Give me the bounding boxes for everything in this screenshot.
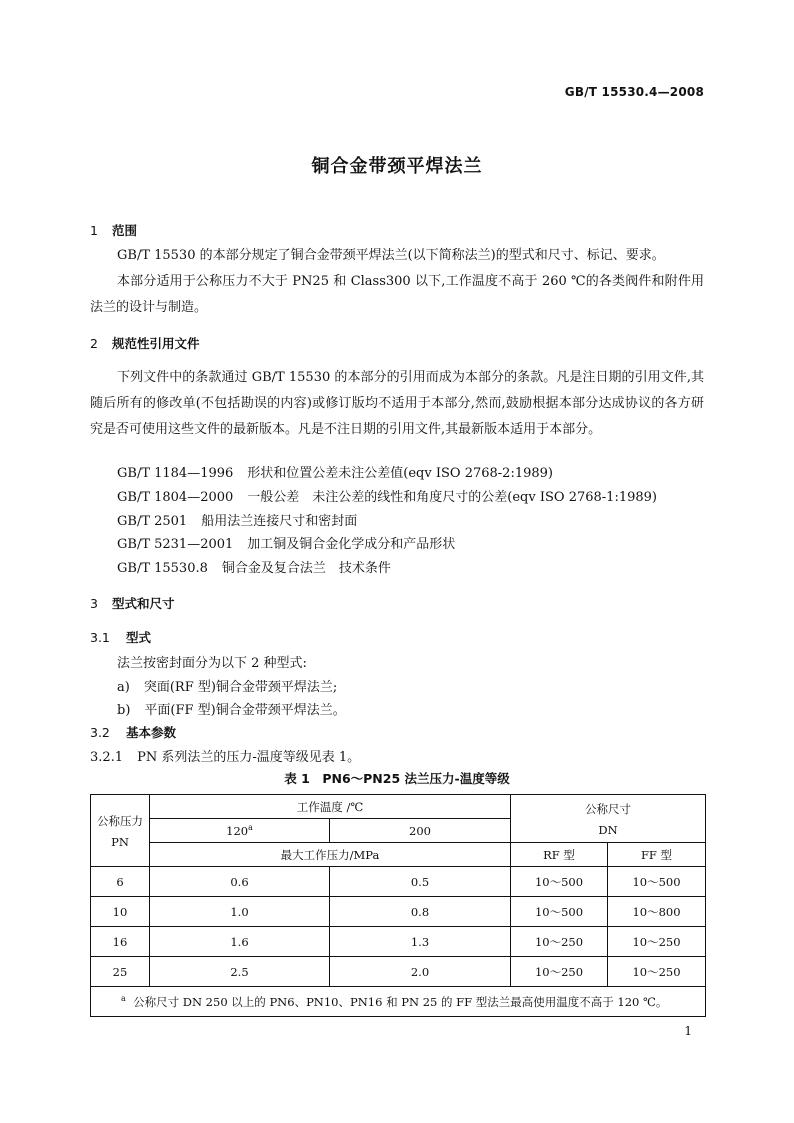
reference-title: 船用法兰连接尺寸和密封面 [201, 514, 358, 529]
reference-title: 一般公差 未注公差的线性和角度尺寸的公差(eqv ISO 2768-1:1989) [247, 490, 657, 505]
header-nominal-size [511, 795, 706, 843]
cell-p120: 0.6 [150, 867, 330, 897]
cell-ff: 10～250 [608, 957, 706, 987]
header-ff-type: FF 型 [608, 843, 706, 867]
list-text: 平面(FF 型)铜合金带颈平焊法兰。 [144, 703, 346, 718]
header-temp-120 [150, 819, 330, 843]
cell-ff: 10～800 [608, 897, 706, 927]
header-label: 120 [226, 823, 249, 838]
page-number: 1 [684, 1024, 692, 1038]
table-footnote [91, 987, 706, 1017]
table-row [91, 897, 706, 927]
section-number: 3.1 [90, 630, 110, 645]
section-title: 基本参数 [126, 725, 177, 740]
list-item [117, 699, 346, 718]
header-label: 公称压力 [97, 813, 143, 828]
table-caption: 表 1 PN6～PN25 法兰压力-温度等级 [284, 771, 510, 786]
paragraph: 下列文件中的条款通过 GB/T 15530 的本部分的引用而成为本部分的条款。凡是注日期的引用文件,其随后所有的修改单(不包括勘误的内容)或修订版均不适用于本部分,然而,鼓励根据本部分达成协议的各方研究是否可使用这些文件的最新版本。凡是不注日期的引用文件,其最新版本适用于本部分。 [90, 370, 704, 437]
cell-p120: 1.6 [150, 927, 330, 957]
cell-p120: 2.5 [150, 957, 330, 987]
section-3-heading [90, 594, 175, 612]
section-2-heading [90, 334, 200, 352]
cell-p200: 1.3 [330, 927, 511, 957]
section-title: 型式和尺寸 [112, 596, 175, 611]
paragraph: GB/T 15530 的本部分规定了铜合金带颈平焊法兰(以下简称法兰)的型式和尺寸、标记、要求。 [117, 248, 665, 263]
reference-code: GB/T 15530.8 [117, 561, 208, 576]
section-1-heading [90, 221, 137, 239]
table-row [91, 957, 706, 987]
section-title: 型式 [126, 630, 152, 645]
cell-pn: 25 [91, 957, 150, 987]
footnote-marker: a [121, 993, 126, 1003]
cell-pn: 16 [91, 927, 150, 957]
reference-item [117, 486, 657, 505]
header-label: DN [598, 822, 618, 837]
list-item [117, 676, 337, 695]
clause-3-2-1 [90, 746, 360, 765]
cell-rf: 10～500 [511, 897, 608, 927]
pressure-temperature-table [90, 794, 706, 1017]
cell-ff: 10～500 [608, 867, 706, 897]
section-3-2-heading [90, 723, 176, 741]
section-title: 规范性引用文件 [112, 336, 200, 351]
cell-pn: 6 [91, 867, 150, 897]
header-max-pressure: 最大工作压力/MPa [150, 843, 511, 867]
section-number: 1 [90, 223, 98, 238]
reference-code: GB/T 5231—2001 [117, 537, 234, 552]
section-number: 3.2 [90, 725, 110, 740]
section-number: 3.2.1 [90, 750, 124, 765]
reference-title: 加工铜及铜合金化学成分和产品形状 [247, 537, 456, 552]
cell-p200: 0.8 [330, 897, 511, 927]
footnote-marker: a [248, 823, 253, 833]
header-working-temperature: 工作温度 /℃ [150, 795, 511, 819]
reference-item [117, 510, 357, 529]
reference-code: GB/T 1184—1996 [117, 466, 234, 481]
cell-rf: 10～250 [511, 927, 608, 957]
header-rf-type: RF 型 [511, 843, 608, 867]
header-temp-200: 200 [330, 819, 511, 843]
list-marker: a) [117, 680, 130, 695]
cell-p120: 1.0 [150, 897, 330, 927]
section-number: 2 [90, 336, 98, 351]
page-title: 铜合金带颈平焊法兰 [311, 156, 483, 177]
cell-pn: 10 [91, 897, 150, 927]
table-row [91, 927, 706, 957]
header-nominal-pressure [91, 795, 150, 867]
reference-code: GB/T 2501 [117, 514, 188, 529]
reference-item [117, 533, 455, 552]
section-number: 3 [90, 596, 98, 611]
section-3-1-heading [90, 628, 151, 646]
reference-item [117, 462, 553, 481]
paragraph: 本部分适用于公称压力不大于 PN25 和 Class300 以下,工作温度不高于 260 ℃的各类阀件和附件用法兰的设计与制造。 [90, 274, 704, 315]
paragraph: 法兰按密封面分为以下 2 种型式: [117, 656, 307, 671]
reference-item [117, 557, 391, 576]
list-marker: b) [117, 703, 131, 718]
header-label: PN [111, 834, 129, 849]
reference-title: 铜合金及复合法兰 技术条件 [221, 561, 391, 576]
list-text: 突面(RF 型)铜合金带颈平焊法兰; [143, 680, 338, 695]
table-row [91, 867, 706, 897]
section-title: 范围 [112, 223, 138, 238]
clause-text: PN 系列法兰的压力-温度等级见表 1。 [137, 750, 361, 765]
cell-p200: 2.0 [330, 957, 511, 987]
cell-ff: 10～250 [608, 927, 706, 957]
footnote-text: 公称尺寸 DN 250 以上的 PN6、PN10、PN16 和 PN 25 的 FF 型法兰最高使用温度不高于 120 ℃。 [133, 994, 668, 1009]
cell-p200: 0.5 [330, 867, 511, 897]
header-label: 公称尺寸 [585, 801, 631, 816]
reference-code: GB/T 1804—2000 [117, 490, 234, 505]
cell-rf: 10～500 [511, 867, 608, 897]
cell-rf: 10～250 [511, 957, 608, 987]
standard-code: GB/T 15530.4—2008 [564, 85, 704, 99]
reference-title: 形状和位置公差未注公差值(eqv ISO 2768-2:1989) [247, 466, 553, 481]
